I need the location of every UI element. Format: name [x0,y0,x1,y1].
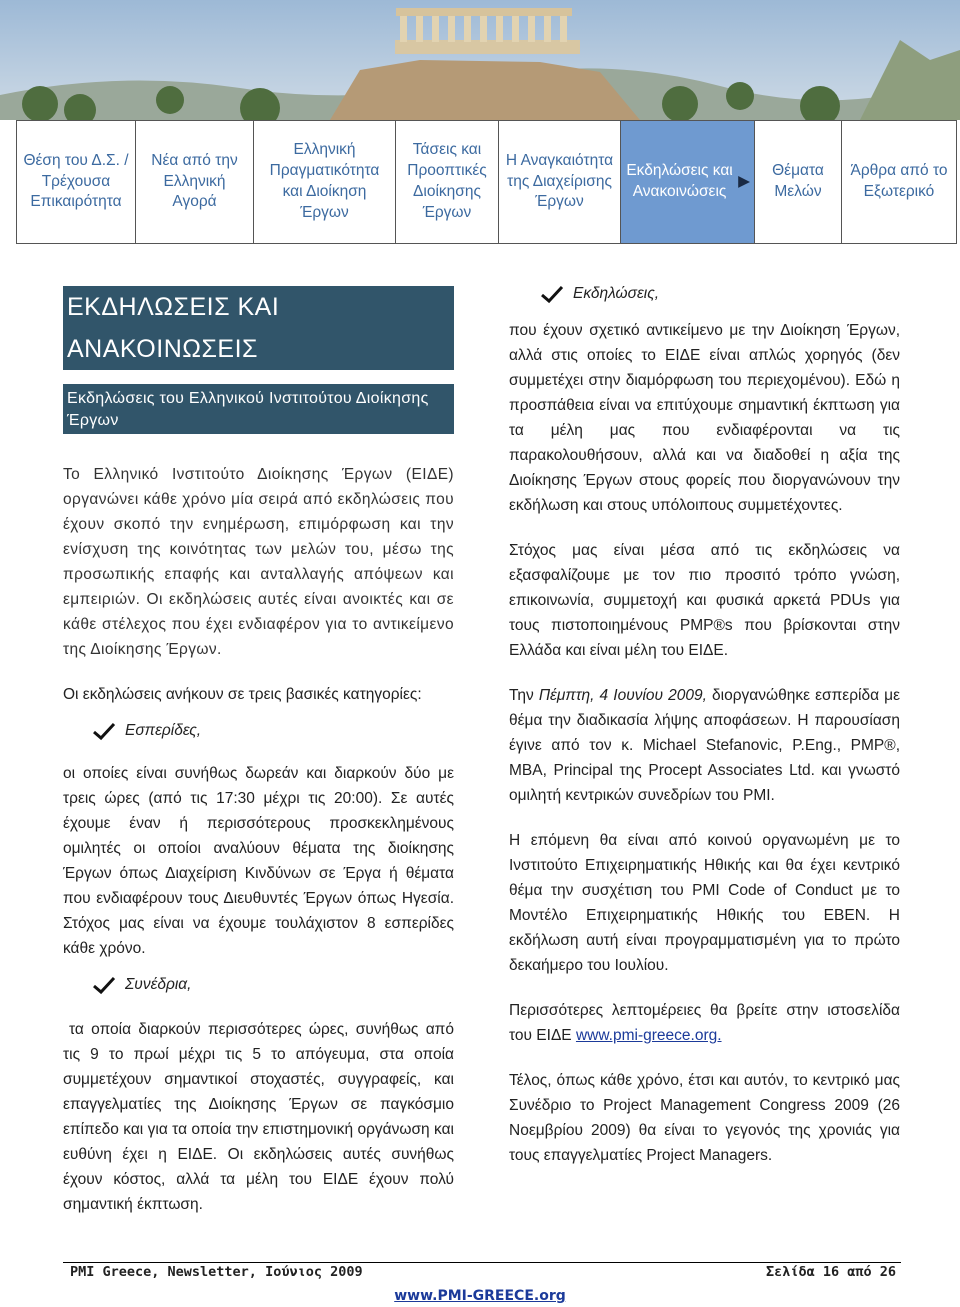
more-info-text: Περισσότερες λεπτομέρειες θα βρείτε στην ιστοσελίδα του ΕΙΔΕ [509,1002,900,1044]
category-evenings [91,721,454,741]
nav-tab-label: Τάσεις και Προοπτικές Διοίκησης Έργων [407,141,487,221]
nav-tab-label: Νέα από την Ελληνική Αγορά [151,151,238,211]
nav-tab-foreign-articles[interactable] [841,120,957,244]
nav-tab-label: Η Αναγκαιότητα της Διαχείρισης Έργων [505,151,614,211]
footer [70,1264,896,1280]
section-nav [17,120,960,244]
category-evenings-text: οι οποίες είναι συνήθως δωρεάν και διαρκούν δύο με τρεις ώρες (από τις 17:30 μέχρι τις 20:00). Σε αυτές έχουμε έναν ή περισσότερους προσκεκλημένους ομιλητές οι οποίοι αναλύουν θέματα της διοίκησης Έργων όπως Διαχείριση Κινδύνων σε Έργα ή θέματα που ενδιαφέρουν τους Διευθυντές Έργων όπως Ηγεσία. Στόχος μας είναι να έχουμε τουλάχιστον 8 εσπερίδες κάθε χρόνο. [63,765,454,957]
footer-newsletter: PMI Greece, Newsletter, Ιούνιος 2009 [70,1264,363,1280]
checkmark-icon [539,284,565,304]
intro-text-a: Το Ελληνικό Ινστιτούτο Διοίκησης Έργων (ΕΙΔΕ) οργανώνει κάθε χρόνο μία σειρά από εκδηλώσεις που έχουν σκοπό την ενημέρωση, επιμόρφωση και την ενίσχυση της κοινότητας των μελών του, μέσω της προσωπικής επαφής και ανταλλαγής απόψεων και εμπειριών. [63,466,454,608]
section-title: ΕΚΔΗΛΩΣΕΙΣ ΚΑΙ ΑΝΑΚΟΙΝΩΣΕΙΣ [63,286,454,370]
nav-tab-label: Άρθρα από το Εξωτερικό [850,162,948,200]
category-conferences [91,975,454,995]
category-events [539,284,900,304]
nav-tab-member-topics[interactable] [754,120,842,244]
nav-tab-greek-market[interactable] [135,120,254,244]
goal-paragraph: Στόχος μας είναι μέσα από τις εκδηλώσεις να εξασφαλίζουμε με τον πιο προσιτό τρόπο γνώση, επικοινωνία, συμμετοχή και φυσικά αρκετά PDUs για τους πιστοποιημένους PMP®s που βρίσκονται στην Ελλάδα και είναι μέλη του ΕΙΔΕ. [509,542,900,659]
article-body [0,244,960,1307]
nav-tab-label: Εκδηλώσεις και Ανακοινώσεις [626,162,733,200]
play-arrow-icon: ▶ [738,172,750,190]
nav-tab-events[interactable] [620,120,755,244]
footer-divider [63,1262,901,1263]
category-events-text: που έχουν σχετικό αντικείμενο με την Διοίκηση Έργων, αλλά στις οποίες το ΕΙΔΕ είναι απλώς χορηγός (δεν συμμετέχει στην διαμόρφωση του περιεχομένου). Εδώ η προσπάθεια είναι να επιτύχουμε σημαντική έκπτωση για τα μέλη μας που ενδιαφέρονται να τις παρακολουθήσουν, αλλά και να διαδοθεί η αξία της Διοίκησης Έργων στους φορείς που διοργανώνουν την εκδήλωση και στους υπόλοιπους συμμετέχοντες. [509,322,900,514]
subsection-title: Εκδηλώσεις του Ελληνικού Ινστιτούτου Διοίκησης Έργων [63,384,454,434]
more-info-paragraph [509,998,900,1048]
next-event-paragraph: Η επόμενη θα είναι από κοινού οργανωμένη με το Ινστιτούτο Επιχειρηματικής Ηθικής και θα έχει κεντρικό θέμα την συσχέτιση του PMI Code of Conduct με το Μοντέλο Επιχειρηματικής Ηθικής του EBEN. Η εκδήλωση αυτή είναι προγραμματισμένη για το πρώτο δεκαήμερο του Ιουλίου. [509,832,900,974]
acropolis-banner-image [0,0,960,120]
nav-tab-label: Θέση του Δ.Σ. / Τρέχουσα Επικαιρότητα [23,151,129,211]
checkmark-icon [91,975,117,995]
category-label: Εσπερίδες, [125,722,202,739]
acropolis-illustration [0,0,960,120]
nav-tab-label: Θέματα Μελών [772,162,824,200]
nav-tab-board-position[interactable] [16,120,136,244]
nav-tab-greek-reality[interactable] [253,120,396,244]
past-event-text: διοργανώθηκε εσπερίδα με θέμα την διαδικασία λήψης αποφάσεων. Η παρουσίαση έγινε από τον κ. Michael Stefanovic, P.Eng., PMP®, MBA, Principal της Procept Associates Ltd. και γνωστό ομιλητή κεντρικών συνεδρίων του PMI. [509,687,900,804]
closing-paragraph: Τέλος, όπως κάθε χρόνο, έτσι και αυτόν, το κεντρικό μας Συνέδριο το Project Management Congress 2009 (26 Νοεμβρίου 2009) θα είναι το γεγονός της χρονιάς για τους επαγγελματίες Project Managers. [509,1072,900,1164]
category-label: Συνέδρια, [125,976,192,993]
category-label: Εκδηλώσεις, [573,285,660,302]
footer-url [0,1288,960,1304]
nav-tab-trends[interactable] [395,120,499,244]
past-event-paragraph [509,683,900,808]
nav-tab-label: Ελληνική Πραγματικότητα και Διοίκηση Έργων [269,141,380,221]
checkmark-icon [91,721,117,741]
footer-website-link[interactable]: www.PMI-GREECE.org [394,1288,566,1304]
intro-paragraph [63,462,454,662]
right-column [509,284,900,1168]
intro-text-b: Οι εκδηλώσεις αυτές είναι ανοικτές και σε κάθε στέλεχος που έχει ενδιαφέρον για το αντικείμενο της Διοίκησης Έργων. [63,591,454,658]
website-link[interactable]: www.pmi-greece.org. [575,1027,722,1044]
past-event-date: Πέμπτη, 4 Ιουνίου 2009, [538,687,707,704]
footer-page-number: Σελίδα 16 από 26 [765,1264,896,1280]
category-conferences-text: τα οποία διαρκούν περισσότερες ώρες, συνήθως από τις 9 το πρωί μέχρι τις 5 το απόγευμα, στα οποία συμμετέχουν σημαντικοί στοχαστές, συγγραφείς, και επαγγελματίες της Διοίκησης Έργων σε παγκόσμιο επίπεδο και για τα οποία την επιστημονική οργάνωση και ευθύνη έχει η ΕΙΔΕ. Οι εκδηλώσεις αυτές συνήθως έχουν κόστος, αλλά τα μέλη του ΕΙΔΕ έχουν πολύ σημαντική έκπτωση. [63,1021,454,1213]
left-column [63,286,454,1217]
categories-intro: Οι εκδηλώσεις ανήκουν σε τρεις βασικές κατηγορίες: [63,686,422,703]
nav-tab-necessity[interactable] [498,120,621,244]
past-event-pre: Την [509,687,539,704]
